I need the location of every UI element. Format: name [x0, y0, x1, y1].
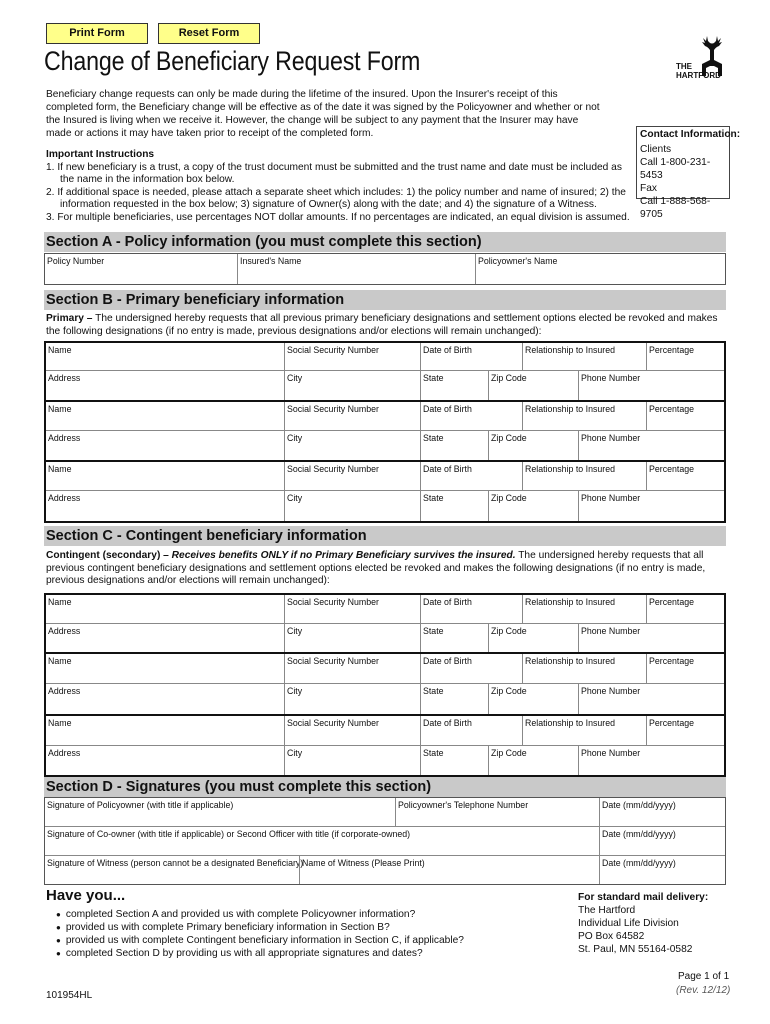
- state-field[interactable]: State: [420, 746, 488, 775]
- zip-field[interactable]: Zip Code: [488, 684, 578, 714]
- section-d-heading: Section D - Signatures (you must complete this section): [44, 777, 726, 797]
- name-field[interactable]: Name: [48, 404, 72, 414]
- percentage-field[interactable]: Percentage: [646, 595, 726, 623]
- section-b-description: Primary – The undersigned hereby requests that all previous primary beneficiary designations and settlement options elected be revoked and makes the following designations (if no entry is made, previous designations and/or elections will remain unchanged):: [46, 313, 718, 337]
- dob-field[interactable]: Date of Birth: [420, 595, 522, 623]
- policyowner-signature-field[interactable]: Signature of Policyowner (with title if applicable): [47, 800, 234, 810]
- section-b-heading: Section B - Primary beneficiary information: [44, 290, 726, 310]
- city-field[interactable]: City: [284, 624, 420, 652]
- checklist-heading: Have you...: [46, 887, 126, 904]
- phone-field[interactable]: Phone Number: [578, 431, 726, 460]
- phone-field[interactable]: Phone Number: [578, 491, 726, 521]
- clients-phone: Call 1-800-231-5453: [640, 157, 711, 181]
- checklist-item: ● completed Section D by providing us with all appropriate signatures and dates?: [56, 947, 464, 960]
- policyowner-phone-field[interactable]: Policyowner's Telephone Number: [395, 798, 599, 826]
- section-c-description: Contingent (secondary) – Receives benefits ONLY if no Primary Beneficiary survives the insured. The undersigned hereby requests that all previous contingent beneficiary designations and settlement options elected be revoked and makes the following designations (if no entry is made, previous designations and/or elections will remain unchanged):: [46, 550, 706, 586]
- print-form-button[interactable]: Print Form: [46, 23, 148, 44]
- city-field[interactable]: City: [284, 431, 420, 460]
- section-c-heading: Section C - Contingent beneficiary information: [44, 526, 726, 546]
- page-number: Page 1 of 1: [678, 971, 730, 982]
- state-field[interactable]: State: [420, 431, 488, 460]
- relationship-field[interactable]: Relationship to Insured: [522, 716, 646, 745]
- state-field[interactable]: State: [420, 684, 488, 714]
- hartford-logo-text: THE HARTFORD: [676, 62, 721, 80]
- phone-field[interactable]: Phone Number: [578, 746, 726, 775]
- name-field[interactable]: Name: [48, 718, 72, 728]
- instructions-heading: Important Instructions: [46, 149, 155, 160]
- dob-field[interactable]: Date of Birth: [420, 716, 522, 745]
- fax-phone: Call 1-888-568-9705: [640, 196, 711, 220]
- city-field[interactable]: City: [284, 491, 420, 521]
- fax-label: Fax: [640, 183, 657, 194]
- percentage-field[interactable]: Percentage: [646, 462, 726, 490]
- phone-field[interactable]: Phone Number: [578, 371, 726, 400]
- address-field[interactable]: Address: [48, 373, 81, 383]
- percentage-field[interactable]: Percentage: [646, 654, 726, 683]
- dob-field[interactable]: Date of Birth: [420, 462, 522, 490]
- zip-field[interactable]: Zip Code: [488, 371, 578, 400]
- witness-name-field[interactable]: Name of Witness (Please Print): [299, 856, 599, 884]
- reset-form-button[interactable]: Reset Form: [158, 23, 260, 44]
- phone-field[interactable]: Phone Number: [578, 624, 726, 652]
- date-field[interactable]: Date (mm/dd/yyyy): [599, 798, 725, 826]
- beneficiary-block: [46, 716, 724, 775]
- address-field[interactable]: Address: [48, 433, 81, 443]
- dob-field[interactable]: Date of Birth: [420, 343, 522, 370]
- ssn-field[interactable]: Social Security Number: [284, 343, 420, 370]
- mail-line: PO Box 64582: [578, 931, 645, 942]
- ssn-field[interactable]: Social Security Number: [284, 654, 420, 683]
- clients-label: Clients: [640, 144, 672, 155]
- phone-field[interactable]: Phone Number: [578, 684, 726, 714]
- name-field[interactable]: Name: [48, 464, 72, 474]
- contingent-beneficiary-grid: [44, 593, 726, 777]
- checklist-item: ● provided us with complete Primary beneficiary information in Section B?: [56, 921, 464, 934]
- zip-field[interactable]: Zip Code: [488, 746, 578, 775]
- beneficiary-block: [46, 595, 724, 654]
- revision-date: (Rev. 12/12): [676, 985, 731, 996]
- policy-number-field[interactable]: Policy Number: [47, 256, 105, 266]
- address-field[interactable]: Address: [48, 626, 81, 636]
- date-field[interactable]: Date (mm/dd/yyyy): [599, 856, 725, 884]
- zip-field[interactable]: Zip Code: [488, 624, 578, 652]
- section-a-heading: Section A - Policy information (you must complete this section): [44, 232, 726, 252]
- checklist: [56, 908, 464, 960]
- zip-field[interactable]: Zip Code: [488, 491, 578, 521]
- section-a-grid: [44, 253, 726, 285]
- relationship-field[interactable]: Relationship to Insured: [522, 654, 646, 683]
- name-field[interactable]: Name: [48, 656, 72, 666]
- ssn-field[interactable]: Social Security Number: [284, 402, 420, 430]
- relationship-field[interactable]: Relationship to Insured: [522, 462, 646, 490]
- state-field[interactable]: State: [420, 624, 488, 652]
- ssn-field[interactable]: Social Security Number: [284, 595, 420, 623]
- intro-text: Beneficiary change requests can only be made during the lifetime of the insured. Upon the Insurer's receipt of this completed form, the Beneficiary change will be effective as of the date it was signed by the Policyowner and whether or not the Insured is living when we receive it. However, the change will be subject to any payment that the Insurer may have made or actions it may have taken prior to receipt of the completed form.: [46, 89, 600, 139]
- insured-name-field[interactable]: Insured's Name: [237, 254, 475, 284]
- beneficiary-block: [46, 402, 724, 462]
- ssn-field[interactable]: Social Security Number: [284, 462, 420, 490]
- mail-line: Individual Life Division: [578, 918, 679, 929]
- page-title: Change of Beneficiary Request Form: [44, 46, 421, 76]
- name-field[interactable]: Name: [48, 597, 72, 607]
- instruction-item: 3. For multiple beneficiaries, use percentages NOT dollar amounts. If no percentages are indicated, an equal division is assumed.: [46, 211, 630, 223]
- relationship-field[interactable]: Relationship to Insured: [522, 595, 646, 623]
- checklist-item: ● completed Section A and provided us with complete Policyowner information?: [56, 908, 464, 921]
- ssn-field[interactable]: Social Security Number: [284, 716, 420, 745]
- important-instructions: [46, 149, 636, 224]
- beneficiary-block: [46, 343, 724, 402]
- dob-field[interactable]: Date of Birth: [420, 402, 522, 430]
- instruction-item: 1. If new beneficiary is a trust, a copy of the trust document must be submitted and the trust name and date must be included as the name in the information box below.: [46, 161, 622, 185]
- address-field[interactable]: Address: [48, 748, 81, 758]
- mailing-address: [578, 891, 708, 956]
- relationship-field[interactable]: Relationship to Insured: [522, 343, 646, 370]
- address-field[interactable]: Address: [48, 686, 81, 696]
- state-field[interactable]: State: [420, 371, 488, 400]
- primary-beneficiary-grid: [44, 341, 726, 523]
- city-field[interactable]: City: [284, 684, 420, 714]
- name-field[interactable]: Name: [48, 345, 72, 355]
- beneficiary-block: [46, 462, 724, 521]
- checklist-item: ● provided us with complete Contingent beneficiary information in Section C, if applicable?: [56, 934, 464, 947]
- dob-field[interactable]: Date of Birth: [420, 654, 522, 683]
- state-field[interactable]: State: [420, 491, 488, 521]
- contact-heading: Contact Information:: [640, 129, 741, 140]
- coowner-signature-field[interactable]: Signature of Co-owner (with title if applicable) or Second Officer with title (if corporate-owned): [47, 829, 411, 839]
- relationship-field[interactable]: Relationship to Insured: [522, 402, 646, 430]
- address-field[interactable]: Address: [48, 493, 81, 503]
- zip-field[interactable]: Zip Code: [488, 431, 578, 460]
- contact-info-box: [636, 126, 741, 220]
- date-field[interactable]: Date (mm/dd/yyyy): [599, 827, 725, 855]
- percentage-field[interactable]: Percentage: [646, 402, 726, 430]
- beneficiary-block: [46, 654, 724, 716]
- signatures-grid: [44, 797, 726, 885]
- percentage-field[interactable]: Percentage: [646, 716, 726, 745]
- mail-line: The Hartford: [578, 905, 636, 916]
- witness-signature-field[interactable]: Signature of Witness (person cannot be a designated Beneficiary): [47, 858, 304, 868]
- percentage-field[interactable]: Percentage: [646, 343, 726, 370]
- city-field[interactable]: City: [284, 746, 420, 775]
- mail-heading: For standard mail delivery:: [578, 892, 709, 903]
- city-field[interactable]: City: [284, 371, 420, 400]
- form-number: 101954HL: [46, 990, 93, 1001]
- mail-line: St. Paul, MN 55164-0582: [578, 944, 693, 955]
- policyowner-name-field[interactable]: Policyowner's Name: [475, 254, 725, 284]
- instruction-item: 2. If additional space is needed, please attach a separate sheet which includes: 1) the policy number and name of insured; 2) the information requested in the box below; 3) signature of Owner(s) along with the date; and 4) the signature of a Witness.: [46, 186, 626, 210]
